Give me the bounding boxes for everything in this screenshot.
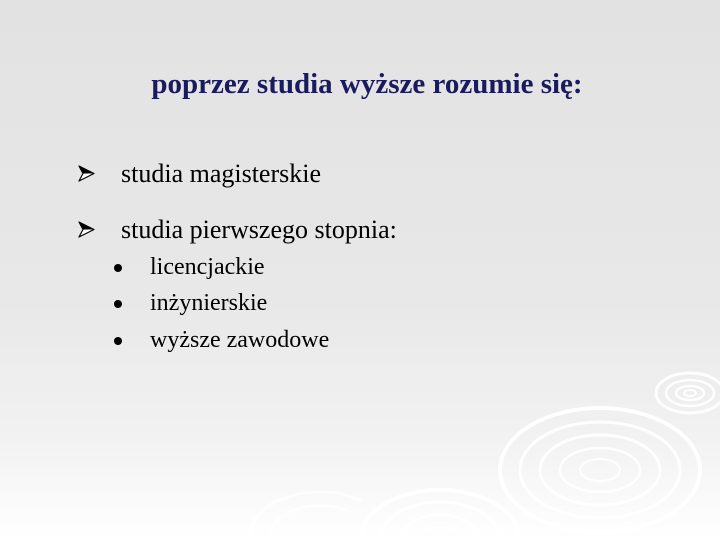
bullet-text: studia pierwszego stopnia: [121, 215, 397, 244]
arrow-bullet-icon [78, 165, 95, 182]
dot-bullet-icon [114, 300, 122, 308]
bullet-text: studia magisterskie [121, 159, 322, 188]
bullet-item-pierwszego-stopnia [0, 212, 720, 248]
ripple-bottom [250, 490, 520, 540]
slide-title: poprzez studia wyższe rozumie się: [151, 68, 583, 100]
sub-bullet-text: licencjackie [150, 254, 265, 280]
sub-bullet-item-wyzsze-zawodowe [0, 326, 720, 354]
ripple-small [656, 373, 720, 413]
arrow-bullet-icon [78, 221, 95, 238]
dot-bullet-icon [114, 264, 122, 272]
dot-bullet-icon [114, 337, 122, 345]
ripple-large [500, 408, 700, 532]
sub-bullet-item-licencjackie [0, 253, 720, 281]
bullet-item-magisterskie [0, 156, 720, 192]
sub-bullet-text: wyższe zawodowe [150, 327, 330, 353]
sub-bullet-item-inzynierskie [0, 289, 720, 317]
sub-bullet-text: inżynierskie [150, 290, 268, 316]
